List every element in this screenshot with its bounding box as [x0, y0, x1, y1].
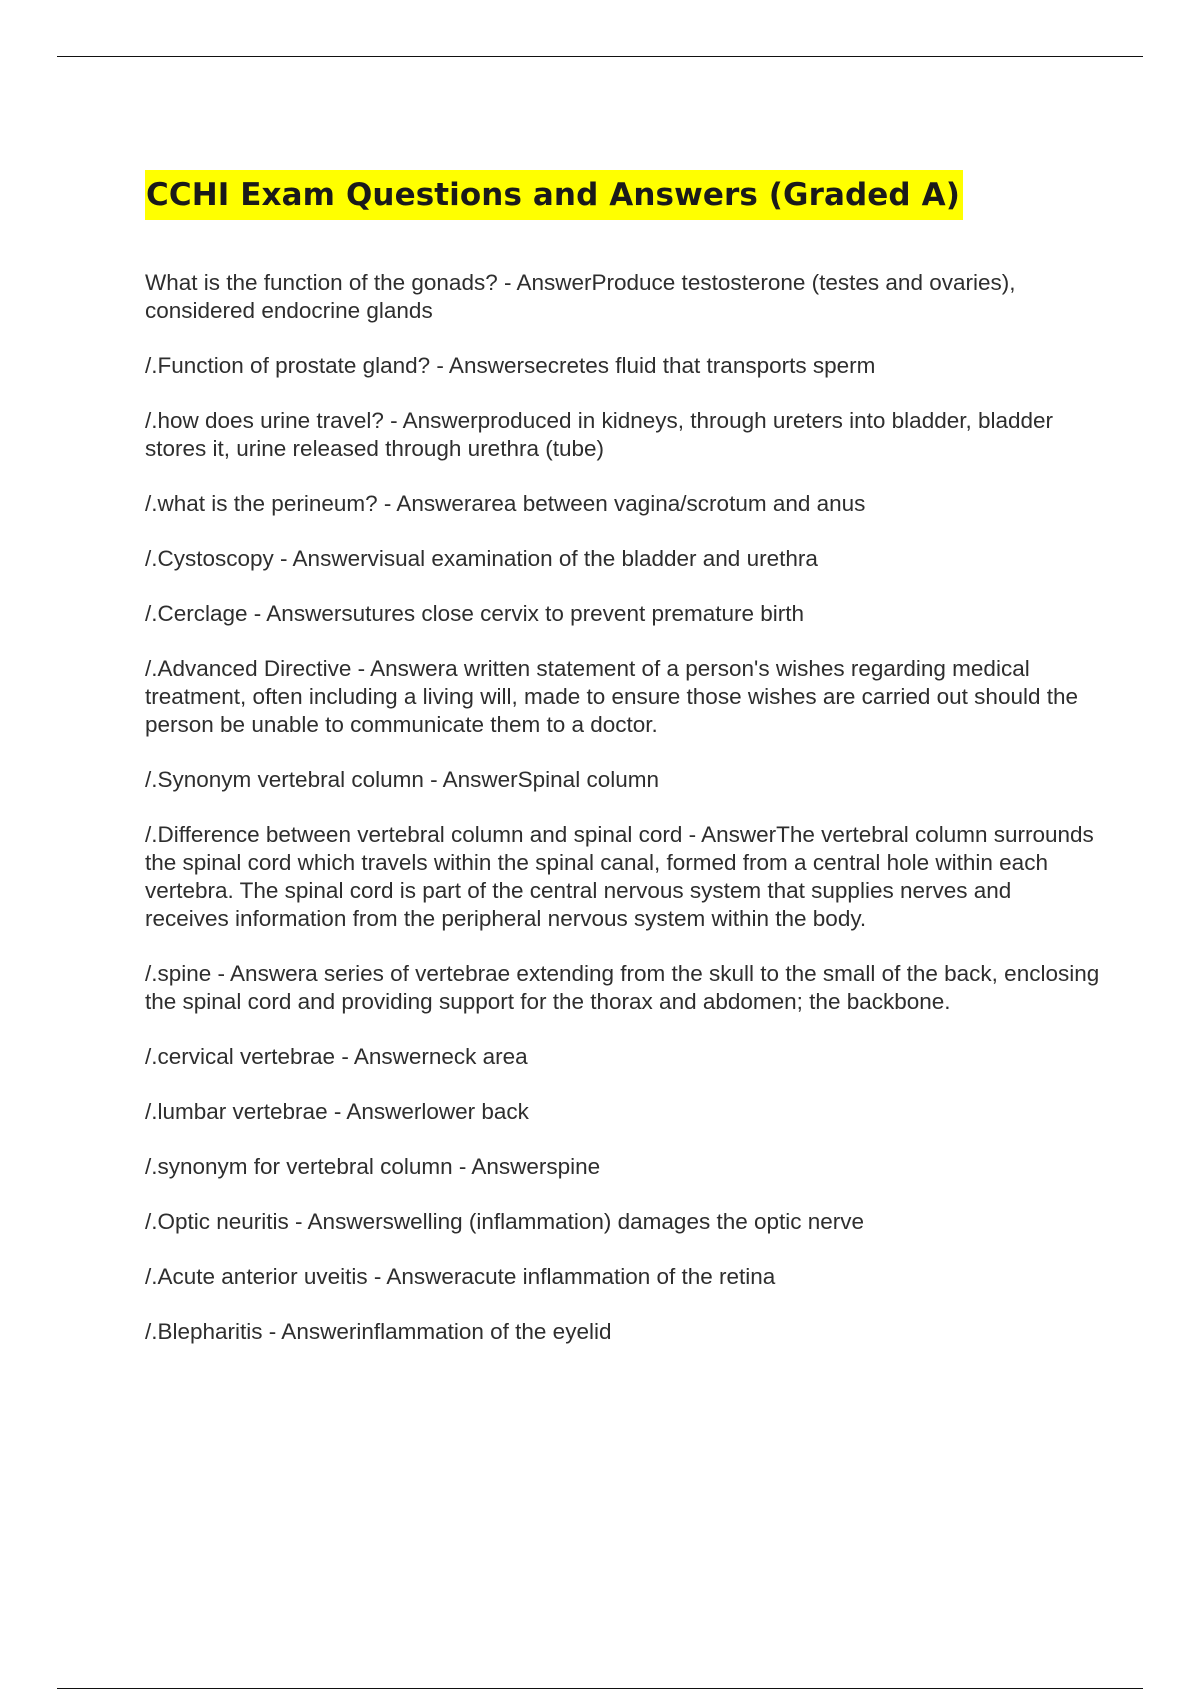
qa-item: /.Cystoscopy - Answervisual examination of the bladder and urethra: [145, 546, 818, 571]
qa-item: /.Blepharitis - Answerinflammation of the eyelid: [145, 1319, 612, 1344]
title-block: [145, 170, 963, 220]
qa-item: /.cervical vertebrae - Answerneck area: [145, 1044, 528, 1069]
footer-rule: [57, 1688, 1143, 1689]
qa-item: /.Synonym vertebral column - AnswerSpinal column: [145, 767, 659, 792]
qa-item: /.how does urine travel? - Answerproduced in kidneys, through ureters into bladder, bladder stores it, urine released through urethra (tube): [145, 408, 1054, 461]
qa-item: /.Difference between vertebral column and spinal cord - AnswerThe vertebral column surrounds the spinal cord which travels within the spinal canal, formed from a central hole within each vertebra. The spinal cord is part of the central nervous system that supplies nerves and receives information from the peripheral nervous system within the body.: [145, 822, 1094, 931]
qa-item: /.Advanced Directive - Answera written statement of a person's wishes regarding medical treatment, often including a living will, made to ensure those wishes are carried out should the person be unable to communicate them to a doctor.: [145, 656, 1079, 737]
qa-item: /.synonym for vertebral column - Answerspine: [145, 1154, 601, 1179]
qa-item: /.Acute anterior uveitis - Answeracute inflammation of the retina: [145, 1264, 776, 1289]
header-rule: [57, 56, 1143, 57]
qa-item: /.what is the perineum? - Answerarea between vagina/scrotum and anus: [145, 491, 866, 516]
qa-list: [145, 269, 1100, 1373]
qa-item: /.Cerclage - Answersutures close cervix to prevent premature birth: [145, 601, 805, 626]
qa-item: What is the function of the gonads? - AnswerProduce testosterone (testes and ovaries), considered endocrine glands: [145, 270, 1016, 323]
qa-item: /.Optic neuritis - Answerswelling (inflammation) damages the optic nerve: [145, 1209, 865, 1234]
qa-item: /.spine - Answera series of vertebrae extending from the skull to the small of the back, enclosing the spinal cord and providing support for the thorax and abdomen; the backbone.: [145, 961, 1100, 1014]
qa-item: /.lumbar vertebrae - Answerlower back: [145, 1099, 529, 1124]
page-title: CCHI Exam Questions and Answers (Graded A): [145, 170, 963, 220]
qa-item: /.Function of prostate gland? - Answersecretes fluid that transports sperm: [145, 353, 876, 378]
